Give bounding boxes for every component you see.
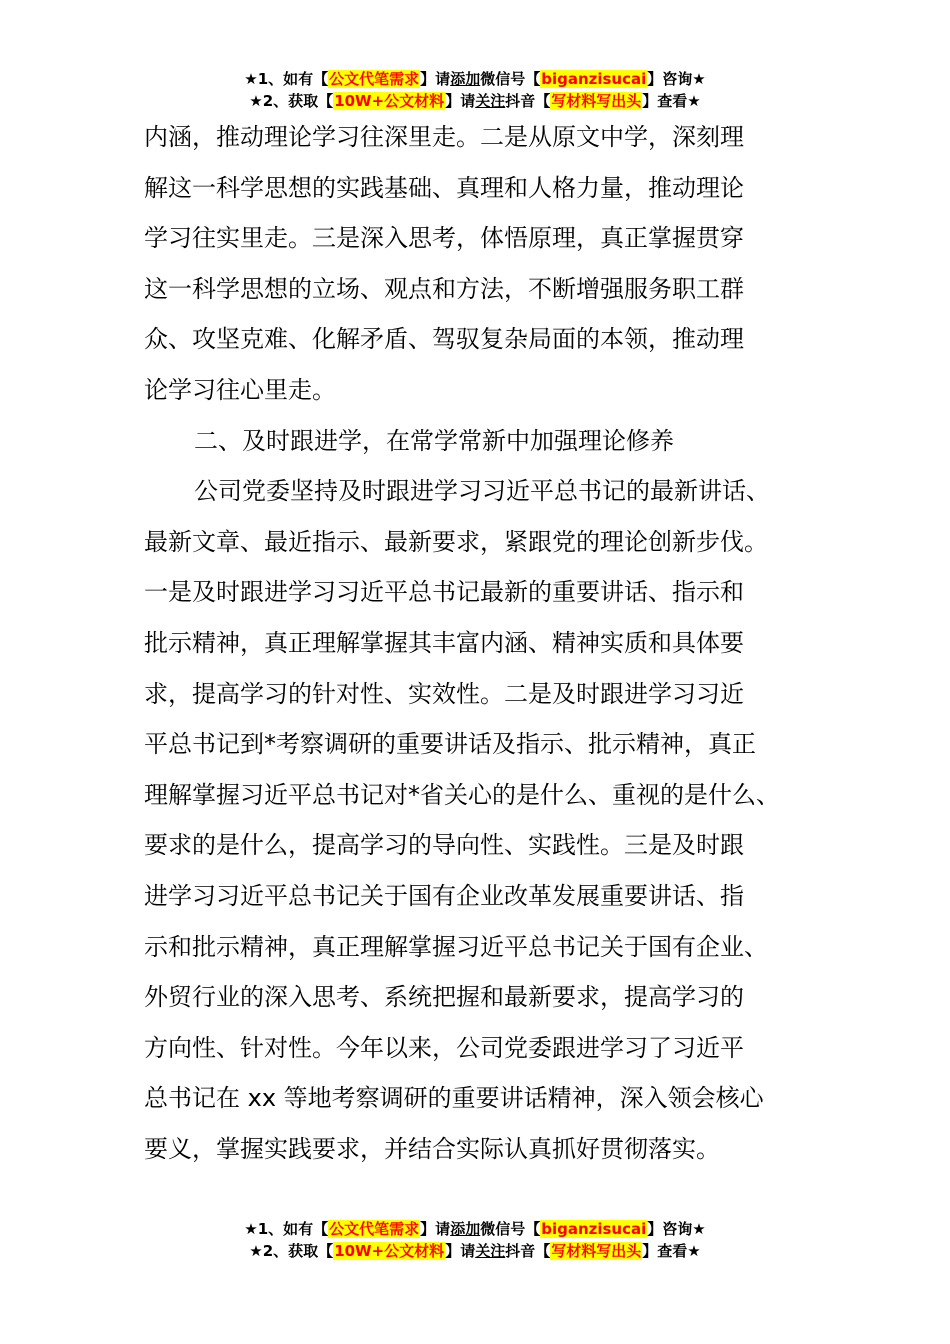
footer-banner bbox=[0, 1218, 950, 1262]
banner-text: 】咨询★ bbox=[647, 70, 706, 88]
body-line: 最新文章、最近指示、最新要求，紧跟党的理论创新步伐。 bbox=[144, 527, 768, 556]
document-body bbox=[144, 112, 824, 1174]
banner-text: ★2、获取【 bbox=[249, 92, 334, 110]
banner-text: 微信号【 bbox=[480, 1220, 541, 1238]
body-line: 平总书记到*考察调研的重要讲话及指示、批示精神，真正 bbox=[144, 730, 756, 759]
banner-text: ★2、获取【 bbox=[249, 1242, 334, 1260]
underlined-word: 关注 bbox=[475, 1242, 506, 1260]
banner-line-2 bbox=[0, 1240, 950, 1262]
body-line: 要义，掌握实践要求，并结合实际认真抓好贯彻落实。 bbox=[144, 1134, 720, 1163]
header-banner bbox=[0, 68, 950, 112]
body-line: 论学习往心里走。 bbox=[144, 375, 336, 404]
body-line: 解这一科学思想的实践基础、真理和人格力量，推动理论 bbox=[144, 173, 744, 202]
highlight-wechat-id: biganzisucai bbox=[541, 1220, 647, 1238]
highlight-service: 公文代笔需求 bbox=[329, 70, 420, 88]
body-line: 众、攻坚克难、化解矛盾、驾驭复杂局面的本领，推动理 bbox=[144, 325, 744, 354]
body-line: 总书记在 xx 等地考察调研的重要讲话精神，深入领会核心 bbox=[144, 1084, 764, 1113]
highlight-materials: 10W+公文材料 bbox=[334, 1242, 445, 1260]
banner-line-1 bbox=[0, 68, 950, 90]
banner-line-2 bbox=[0, 90, 950, 112]
banner-text: 】查看★ bbox=[642, 92, 701, 110]
banner-line-1 bbox=[0, 1218, 950, 1240]
body-line: 一是及时跟进学习习近平总书记最新的重要讲话、指示和 bbox=[144, 578, 744, 607]
body-line: 求，提高学习的针对性、实效性。二是及时跟进学习习近 bbox=[144, 679, 744, 708]
body-line: 外贸行业的深入思考、系统把握和最新要求，提高学习的 bbox=[144, 983, 744, 1012]
body-line: 方向性、针对性。今年以来，公司党委跟进学习了习近平 bbox=[144, 1033, 744, 1062]
body-line: 批示精神，真正理解掌握其丰富内涵、精神实质和具体要 bbox=[144, 628, 744, 657]
highlight-wechat-id: biganzisucai bbox=[541, 70, 647, 88]
banner-text: 】查看★ bbox=[642, 1242, 701, 1260]
body-line: 公司党委坚持及时跟进学习习近平总书记的最新讲话、 bbox=[194, 477, 770, 506]
banner-text: 微信号【 bbox=[480, 70, 541, 88]
underlined-word: 关注 bbox=[475, 92, 506, 110]
banner-text: 】请 bbox=[445, 92, 476, 110]
underlined-word: 添加 bbox=[450, 1220, 481, 1238]
body-line: 理解掌握习近平总书记对*省关心的是什么、重视的是什么、 bbox=[144, 780, 780, 809]
body-line: 要求的是什么，提高学习的导向性、实践性。三是及时跟 bbox=[144, 831, 744, 860]
banner-text: 】请 bbox=[420, 70, 451, 88]
banner-text: ★1、如有【 bbox=[244, 70, 329, 88]
underlined-word: 添加 bbox=[450, 70, 481, 88]
highlight-materials: 10W+公文材料 bbox=[334, 92, 445, 110]
highlight-service: 公文代笔需求 bbox=[329, 1220, 420, 1238]
highlight-douyin-account: 写材料写出头 bbox=[551, 92, 642, 110]
banner-text: 】咨询★ bbox=[647, 1220, 706, 1238]
body-line: 示和批示精神，真正理解掌握习近平总书记关于国有企业、 bbox=[144, 932, 768, 961]
banner-text: 】请 bbox=[420, 1220, 451, 1238]
highlight-douyin-account: 写材料写出头 bbox=[551, 1242, 642, 1260]
body-line: 学习往实里走。三是深入思考，体悟原理，真正掌握贯穿 bbox=[144, 224, 744, 253]
banner-text: 】请 bbox=[445, 1242, 476, 1260]
body-line: 进学习习近平总书记关于国有企业改革发展重要讲话、指 bbox=[144, 881, 744, 910]
banner-text: 抖音【 bbox=[505, 92, 551, 110]
section-heading: 二、及时跟进学，在常学常新中加强理论修养 bbox=[194, 426, 674, 455]
body-line: 内涵，推动理论学习往深里走。二是从原文中学，深刻理 bbox=[144, 123, 744, 151]
banner-text: 抖音【 bbox=[505, 1242, 551, 1260]
banner-text: ★1、如有【 bbox=[244, 1220, 329, 1238]
body-line: 这一科学思想的立场、观点和方法，不断增强服务职工群 bbox=[144, 274, 744, 303]
